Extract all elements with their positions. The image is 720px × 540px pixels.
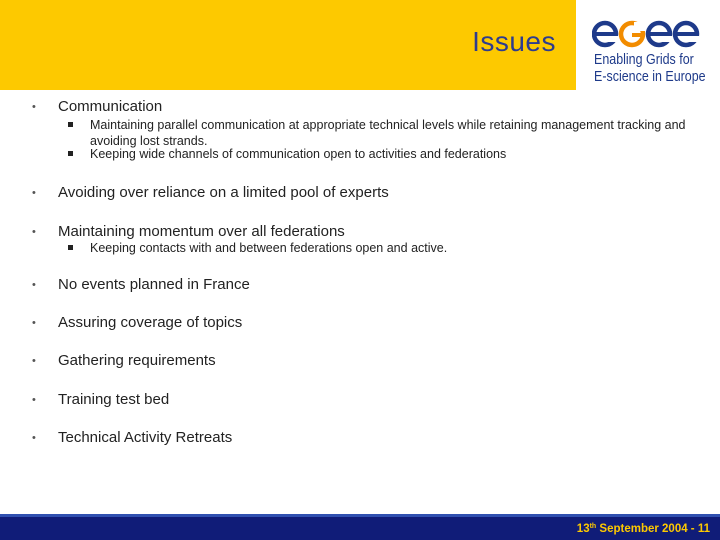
square-bullet-icon — [68, 245, 73, 250]
sub-bullet-text: Maintaining parallel communication at appropriate technical levels while retaining management tracking and avoiding lost strands. — [90, 118, 686, 148]
bullet-dot: • — [32, 279, 36, 291]
bullet-dot: • — [32, 355, 36, 367]
footer-divider — [0, 514, 720, 517]
sub-bullet-text: Keeping wide channels of communication open to activities and federations — [90, 147, 507, 161]
footer-day: 13 — [576, 523, 590, 535]
bullet-dot: • — [32, 394, 36, 406]
footer-bar — [0, 514, 720, 540]
bullet-text: No events planned in France — [58, 276, 250, 293]
footer-rest: September 2004 - 11 — [596, 523, 710, 535]
bullet-dot: • — [32, 187, 36, 199]
bullet-text: Gathering requirements — [58, 352, 216, 369]
sub-bullet-text: Keeping contacts with and between federations open and active. — [90, 241, 448, 255]
footer-day-suffix: th — [589, 523, 597, 530]
bullet-text: Assuring coverage of topics — [58, 314, 243, 331]
logo-tagline-2: E-science in Europe — [594, 69, 706, 85]
square-bullet-icon — [68, 151, 73, 156]
bullet-text: Communication — [58, 98, 163, 115]
logo-tagline-1: Enabling Grids for — [594, 52, 694, 68]
bullet-text: Maintaining momentum over all federations — [58, 223, 345, 240]
egee-logo — [584, 10, 720, 90]
square-bullet-icon — [68, 122, 73, 127]
bullet-dot: • — [32, 432, 36, 444]
egee-logo-icon — [592, 18, 704, 50]
bullet-text: Technical Activity Retreats — [58, 429, 233, 446]
bullet-text: Training test bed — [58, 391, 170, 408]
bullet-dot: • — [32, 226, 36, 238]
slide-title: Issues — [472, 26, 556, 57]
footer-date-page — [577, 523, 710, 535]
bullet-dot: • — [32, 317, 36, 329]
bullet-dot: • — [32, 101, 36, 113]
bullet-text: Avoiding over reliance on a limited pool of experts — [58, 184, 389, 201]
